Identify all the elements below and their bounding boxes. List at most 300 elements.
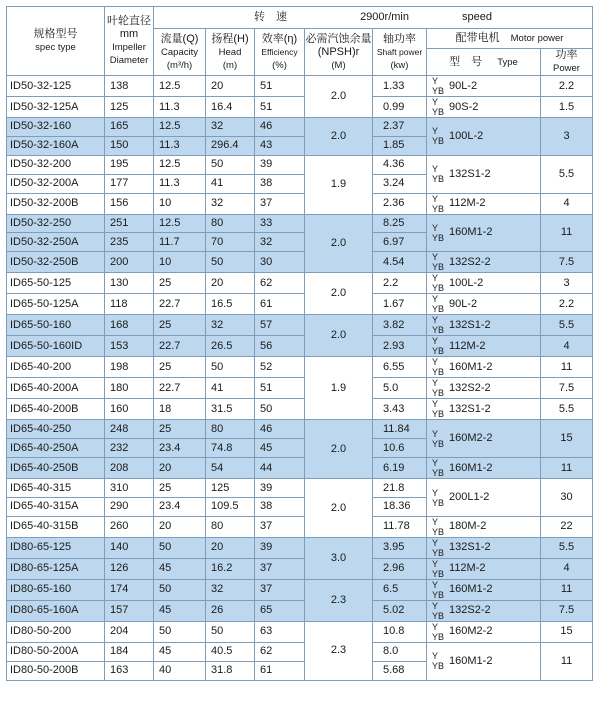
pump-spec-table: [6, 6, 593, 681]
shaft-power-cell: 4.36: [373, 155, 427, 174]
table-row: [7, 600, 593, 621]
motor-type-value: 132S1-2: [449, 167, 491, 180]
efficiency-cell: 51: [255, 97, 305, 118]
impeller-diameter-cell: 163: [105, 661, 154, 680]
motor-power-en: Power: [553, 63, 580, 74]
motor-series-y: Y: [432, 537, 439, 548]
motor-series-yb: YB: [432, 526, 445, 537]
shaft-power-cn: 轴功率: [383, 32, 416, 45]
shaft-power-cell: 3.24: [373, 174, 427, 193]
efficiency-cell: 37: [255, 558, 305, 579]
motor-series-y: Y: [432, 76, 439, 86]
head-cell: 31.8: [206, 661, 255, 680]
model-cell: ID65-40-250: [7, 420, 105, 439]
motor-type-cell: [427, 294, 541, 315]
capacity-cell: 22.7: [154, 336, 206, 357]
npsh-unit: (M): [331, 59, 346, 71]
impeller-diameter-cell: 180: [105, 378, 154, 399]
motor-series-y: Y: [432, 399, 439, 410]
shaft-power-cell: 1.33: [373, 76, 427, 97]
head-cell: 50: [206, 357, 255, 378]
head-cell: 20: [206, 273, 255, 294]
model-cell: ID50-32-200B: [7, 193, 105, 214]
efficiency-cn: 效率(η): [261, 32, 298, 45]
npsh-cell: 2.3: [305, 579, 373, 621]
table-row: [7, 458, 593, 479]
head-cell: 20: [206, 537, 255, 558]
motor-series-yb: YB: [432, 388, 445, 399]
motor-series-yb: YB: [432, 325, 445, 336]
efficiency-cell: 65: [255, 600, 305, 621]
table-row: [7, 558, 593, 579]
motor-series-yb: YB: [432, 610, 445, 621]
capacity-cell: 12.5: [154, 214, 206, 233]
head-cell: 50: [206, 252, 255, 273]
impeller-diameter-cell: 184: [105, 642, 154, 661]
impeller-diameter-cell: 157: [105, 600, 154, 621]
motor-series-label: [432, 294, 444, 314]
motor-type-cell: [427, 537, 541, 558]
spec-type-en: spec type: [35, 42, 76, 53]
motor-type-value: 112M-2: [449, 339, 486, 352]
motor-power-cell: 5.5: [541, 537, 593, 558]
motor-series-label: [432, 429, 444, 449]
capacity-header: [154, 29, 206, 76]
efficiency-header: [255, 29, 305, 76]
table-row: [7, 76, 593, 97]
npsh-cell: 2.0: [305, 76, 373, 118]
model-cell: ID50-32-200: [7, 155, 105, 174]
npsh-cell: 2.0: [305, 214, 373, 273]
motor-type-value: 132S2-2: [449, 604, 491, 617]
table-row: [7, 516, 593, 537]
model-cell: ID65-40-315: [7, 479, 105, 498]
motor-power-cell: 1.5: [541, 97, 593, 118]
impeller-diameter-cell: 198: [105, 357, 154, 378]
motor-series-yb: YB: [432, 367, 445, 378]
motor-series-label: [432, 538, 444, 558]
efficiency-cell: 61: [255, 661, 305, 680]
shaft-power-cell: 2.2: [373, 273, 427, 294]
motor-series-label: [432, 97, 444, 117]
shaft-power-cell: 10.6: [373, 439, 427, 458]
motor-series-yb: YB: [432, 568, 445, 579]
table-row: [7, 118, 593, 137]
motor-type-cell: [427, 420, 541, 458]
impeller-diameter-cell: 260: [105, 516, 154, 537]
shaft-power-en: Shaft power: [376, 46, 423, 57]
efficiency-cell: 56: [255, 336, 305, 357]
capacity-cell: 23.4: [154, 498, 206, 517]
head-cell: 109.5: [206, 498, 255, 517]
motor-power-cell: 11: [541, 579, 593, 600]
efficiency-unit: (%): [272, 59, 287, 71]
shaft-power-unit: (kw): [390, 59, 409, 71]
npsh-cell: 2.0: [305, 118, 373, 156]
head-cell: 80: [206, 420, 255, 439]
model-cell: ID65-50-125: [7, 273, 105, 294]
capacity-cell: 45: [154, 600, 206, 621]
table-row: [7, 378, 593, 399]
shaft-power-cell: 2.93: [373, 336, 427, 357]
capacity-cell: 20: [154, 458, 206, 479]
motor-series-label: [432, 559, 444, 579]
motor-type-value: 160M1-2: [449, 583, 493, 596]
motor-type-value: 112M-2: [449, 197, 486, 210]
impeller-diameter-cell: 160: [105, 399, 154, 420]
motor-series-yb: YB: [432, 409, 445, 420]
motor-series-yb: YB: [432, 589, 445, 600]
motor-type-value: 100L-2: [449, 129, 484, 142]
model-cell: ID50-32-125A: [7, 97, 105, 118]
efficiency-cell: 39: [255, 537, 305, 558]
motor-series-label: [432, 76, 444, 96]
motor-type-cell: [427, 76, 541, 97]
impeller-cn: 叶轮直径mm: [107, 15, 151, 40]
impeller-diameter-cell: 130: [105, 273, 154, 294]
table-row: [7, 479, 593, 498]
table-row: [7, 214, 593, 233]
impeller-diameter-cell: 125: [105, 97, 154, 118]
impeller-diameter-cell: 177: [105, 174, 154, 193]
table-row: [7, 579, 593, 600]
efficiency-cell: 38: [255, 498, 305, 517]
shaft-power-cell: 1.67: [373, 294, 427, 315]
capacity-cell: 25: [154, 315, 206, 336]
motor-power-cell: 3: [541, 273, 593, 294]
head-cell: 26: [206, 600, 255, 621]
motor-type-value: 90L-2: [449, 79, 478, 92]
head-cell: 50: [206, 621, 255, 642]
shaft-power-cell: 4.54: [373, 252, 427, 273]
efficiency-cell: 38: [255, 174, 305, 193]
table-row: [7, 315, 593, 336]
motor-series-y: Y: [432, 222, 439, 233]
capacity-cell: 23.4: [154, 439, 206, 458]
table-row: [7, 642, 593, 661]
shaft-power-cell: 11.78: [373, 516, 427, 537]
motor-power-cell: 5.5: [541, 399, 593, 420]
motor-series-y: Y: [432, 458, 439, 469]
shaft-power-cell: 3.95: [373, 537, 427, 558]
motor-series-y: Y: [432, 558, 439, 569]
shaft-power-cell: 6.55: [373, 357, 427, 378]
motor-series-y: Y: [432, 600, 439, 611]
impeller-diameter-cell: 165: [105, 118, 154, 137]
shaft-power-cell: 21.8: [373, 479, 427, 498]
motor-type-cell: [427, 336, 541, 357]
motor-power-cn: 功率: [555, 49, 578, 61]
npsh-cell: 2.3: [305, 621, 373, 680]
efficiency-cell: 37: [255, 579, 305, 600]
efficiency-cell: 63: [255, 621, 305, 642]
motor-power-cell: 15: [541, 621, 593, 642]
head-cell: 80: [206, 214, 255, 233]
motor-series-label: [432, 357, 444, 377]
capacity-cell: 22.7: [154, 378, 206, 399]
npsh-cell: 1.9: [305, 155, 373, 214]
motor-header: [427, 29, 593, 49]
shaft-power-cell: 10.8: [373, 621, 427, 642]
motor-type-cell: [427, 252, 541, 273]
motor-series-label: [432, 315, 444, 335]
head-cell: 80: [206, 516, 255, 537]
capacity-cell: 25: [154, 420, 206, 439]
efficiency-cell: 50: [255, 399, 305, 420]
motor-series-label: [432, 517, 444, 537]
motor-type-cell: [427, 357, 541, 378]
capacity-cell: 11.3: [154, 136, 206, 155]
impeller-diameter-cell: 232: [105, 439, 154, 458]
motor-type-value: 160M1-2: [449, 654, 493, 667]
model-cell: ID80-65-160A: [7, 600, 105, 621]
efficiency-cell: 51: [255, 378, 305, 399]
motor-series-label: [432, 488, 444, 508]
shaft-power-cell: 18.36: [373, 498, 427, 517]
head-cell: 50: [206, 155, 255, 174]
impeller-diameter-cell: 153: [105, 336, 154, 357]
efficiency-cell: 51: [255, 76, 305, 97]
efficiency-cell: 30: [255, 252, 305, 273]
model-cell: ID65-40-200: [7, 357, 105, 378]
efficiency-cell: 37: [255, 516, 305, 537]
impeller-diameter-cell: 138: [105, 76, 154, 97]
impeller-diameter-cell: 290: [105, 498, 154, 517]
shaft-power-cell: 11.84: [373, 420, 427, 439]
table-row: [7, 294, 593, 315]
table-row: [7, 399, 593, 420]
motor-series-label: [432, 601, 444, 621]
impeller-header: [105, 7, 154, 76]
motor-power-cell: 4: [541, 336, 593, 357]
table-row: [7, 621, 593, 642]
efficiency-cell: 43: [255, 136, 305, 155]
motor-power-cell: 5.5: [541, 155, 593, 193]
motor-type-value: 90S-2: [449, 100, 479, 113]
head-cell: 31.5: [206, 399, 255, 420]
model-cell: ID80-65-125: [7, 537, 105, 558]
motor-power-cell: 7.5: [541, 600, 593, 621]
motor-series-label: [432, 223, 444, 243]
motor-type-header: [427, 49, 541, 76]
motor-power-cell: 30: [541, 479, 593, 517]
model-cell: ID65-40-200B: [7, 399, 105, 420]
speed-cn: 转 速: [254, 11, 287, 23]
motor-series-yb: YB: [432, 107, 445, 117]
motor-power-cell: 4: [541, 193, 593, 214]
motor-series-yb: YB: [432, 468, 445, 479]
motor-series-y: Y: [432, 97, 439, 107]
head-cell: 41: [206, 174, 255, 193]
capacity-en: Capacity: [161, 46, 198, 58]
efficiency-cell: 62: [255, 642, 305, 661]
efficiency-cell: 46: [255, 118, 305, 137]
motor-power-cell: 2.2: [541, 76, 593, 97]
head-cell: 32: [206, 315, 255, 336]
npsh-cell: 2.0: [305, 315, 373, 357]
shaft-power-cell: 1.85: [373, 136, 427, 155]
motor-type-cell: [427, 458, 541, 479]
npsh-cn: 必需汽蚀余量(NPSH)r: [305, 32, 372, 58]
speed-header: [154, 7, 593, 29]
motor-series-y: Y: [432, 516, 439, 527]
shaft-power-cell: 5.02: [373, 600, 427, 621]
model-cell: ID80-50-200A: [7, 642, 105, 661]
model-cell: ID65-50-160: [7, 315, 105, 336]
motor-series-label: [432, 378, 444, 398]
capacity-cell: 12.5: [154, 155, 206, 174]
spec-type-header: [7, 7, 105, 76]
motor-type-cn: 型 号: [449, 55, 483, 68]
efficiency-cell: 33: [255, 214, 305, 233]
impeller-diameter-cell: 174: [105, 579, 154, 600]
motor-type-cell: [427, 516, 541, 537]
shaft-power-header: [373, 29, 427, 76]
motor-type-cell: [427, 579, 541, 600]
impeller-diameter-cell: 208: [105, 458, 154, 479]
motor-power-header: [541, 49, 593, 76]
motor-power-cell: 22: [541, 516, 593, 537]
model-cell: ID65-40-250B: [7, 458, 105, 479]
shaft-power-cell: 3.82: [373, 315, 427, 336]
impeller-diameter-cell: 140: [105, 537, 154, 558]
table-row: [7, 537, 593, 558]
impeller-diameter-cell: 126: [105, 558, 154, 579]
shaft-power-cell: 2.96: [373, 558, 427, 579]
motor-series-yb: YB: [432, 203, 445, 214]
capacity-cell: 45: [154, 558, 206, 579]
motor-series-yb: YB: [432, 136, 445, 147]
motor-series-label: [432, 651, 444, 671]
capacity-cell: 22.7: [154, 294, 206, 315]
motor-series-y: Y: [432, 294, 439, 305]
motor-type-en: Type: [497, 56, 518, 68]
capacity-cell: 10: [154, 193, 206, 214]
motor-type-value: 132S1-2: [449, 541, 491, 554]
table-row: [7, 97, 593, 118]
motor-series-y: Y: [432, 621, 439, 632]
motor-type-cell: [427, 642, 541, 680]
capacity-cell: 12.5: [154, 118, 206, 137]
capacity-cell: 50: [154, 579, 206, 600]
motor-power-cell: 11: [541, 642, 593, 680]
motor-type-cell: [427, 193, 541, 214]
model-cell: ID65-50-160ID: [7, 336, 105, 357]
motor-type-cell: [427, 118, 541, 156]
motor-series-yb: YB: [432, 232, 445, 243]
npsh-cell: 2.0: [305, 479, 373, 538]
capacity-unit: (m³/h): [166, 59, 193, 71]
head-header: [206, 29, 255, 76]
motor-type-value: 160M1-2: [449, 461, 493, 474]
head-cell: 32: [206, 579, 255, 600]
motor-type-cell: [427, 155, 541, 193]
efficiency-en: Efficiency: [261, 46, 298, 57]
motor-series-y: Y: [432, 126, 439, 137]
head-cell: 16.4: [206, 97, 255, 118]
head-cell: 16.2: [206, 558, 255, 579]
motor-series-yb: YB: [432, 497, 445, 508]
shaft-power-cell: 0.99: [373, 97, 427, 118]
motor-series-label: [432, 273, 444, 293]
head-cell: 32: [206, 118, 255, 137]
motor-series-label: [432, 580, 444, 600]
efficiency-cell: 52: [255, 357, 305, 378]
efficiency-cell: 39: [255, 155, 305, 174]
motor-power-cell: 11: [541, 357, 593, 378]
pump-spec-sheet: [6, 6, 592, 681]
npsh-cell: 2.0: [305, 273, 373, 315]
table-row: [7, 336, 593, 357]
motor-power-cell: 2.2: [541, 294, 593, 315]
motor-power-cell: 3: [541, 118, 593, 156]
model-cell: ID50-32-160: [7, 118, 105, 137]
motor-series-y: Y: [432, 428, 439, 439]
speed-en: speed: [462, 11, 493, 23]
capacity-cell: 10: [154, 252, 206, 273]
motor-type-cell: [427, 97, 541, 118]
shaft-power-cell: 8.0: [373, 642, 427, 661]
motor-type-cell: [427, 399, 541, 420]
motor-series-yb: YB: [432, 438, 445, 449]
motor-type-cell: [427, 378, 541, 399]
npsh-header: [305, 29, 373, 76]
impeller-diameter-cell: 150: [105, 136, 154, 155]
head-cell: 74.8: [206, 439, 255, 458]
head-unit: (m): [222, 59, 238, 71]
npsh-cell: 2.0: [305, 420, 373, 479]
motor-type-value: 132S2-2: [449, 255, 491, 268]
motor-series-y: Y: [432, 315, 439, 326]
speed-value: 2900r/min: [360, 11, 409, 23]
capacity-cell: 45: [154, 642, 206, 661]
head-cell: 125: [206, 479, 255, 498]
motor-type-value: 100L-2: [449, 276, 484, 289]
capacity-cell: 50: [154, 621, 206, 642]
motor-series-y: Y: [432, 193, 439, 204]
head-cell: 70: [206, 233, 255, 252]
motor-power-cell: 7.5: [541, 252, 593, 273]
efficiency-cell: 44: [255, 458, 305, 479]
efficiency-cell: 37: [255, 193, 305, 214]
motor-series-label: [432, 164, 444, 184]
impeller-diameter-cell: 195: [105, 155, 154, 174]
model-cell: ID50-32-250B: [7, 252, 105, 273]
motor-series-yb: YB: [432, 661, 445, 672]
npsh-cell: 1.9: [305, 357, 373, 420]
motor-cn: 配带电机: [455, 32, 500, 44]
capacity-cn: 流量(Q): [160, 32, 199, 45]
model-cell: ID50-32-200A: [7, 174, 105, 193]
impeller-diameter-cell: 200: [105, 252, 154, 273]
efficiency-cell: 61: [255, 294, 305, 315]
motor-type-cell: [427, 479, 541, 517]
model-cell: ID65-40-250A: [7, 439, 105, 458]
motor-power-cell: 11: [541, 214, 593, 252]
motor-type-value: 132S1-2: [449, 318, 491, 331]
capacity-cell: 11.3: [154, 174, 206, 193]
motor-series-y: Y: [432, 579, 439, 590]
motor-series-yb: YB: [432, 174, 445, 185]
impeller-diameter-cell: 251: [105, 214, 154, 233]
spec-type-cn: 规格型号: [33, 28, 78, 40]
efficiency-cell: 62: [255, 273, 305, 294]
motor-series-y: Y: [432, 273, 439, 284]
motor-series-yb: YB: [432, 86, 445, 96]
head-cell: 20: [206, 76, 255, 97]
capacity-cell: 25: [154, 273, 206, 294]
model-cell: ID50-32-160A: [7, 136, 105, 155]
